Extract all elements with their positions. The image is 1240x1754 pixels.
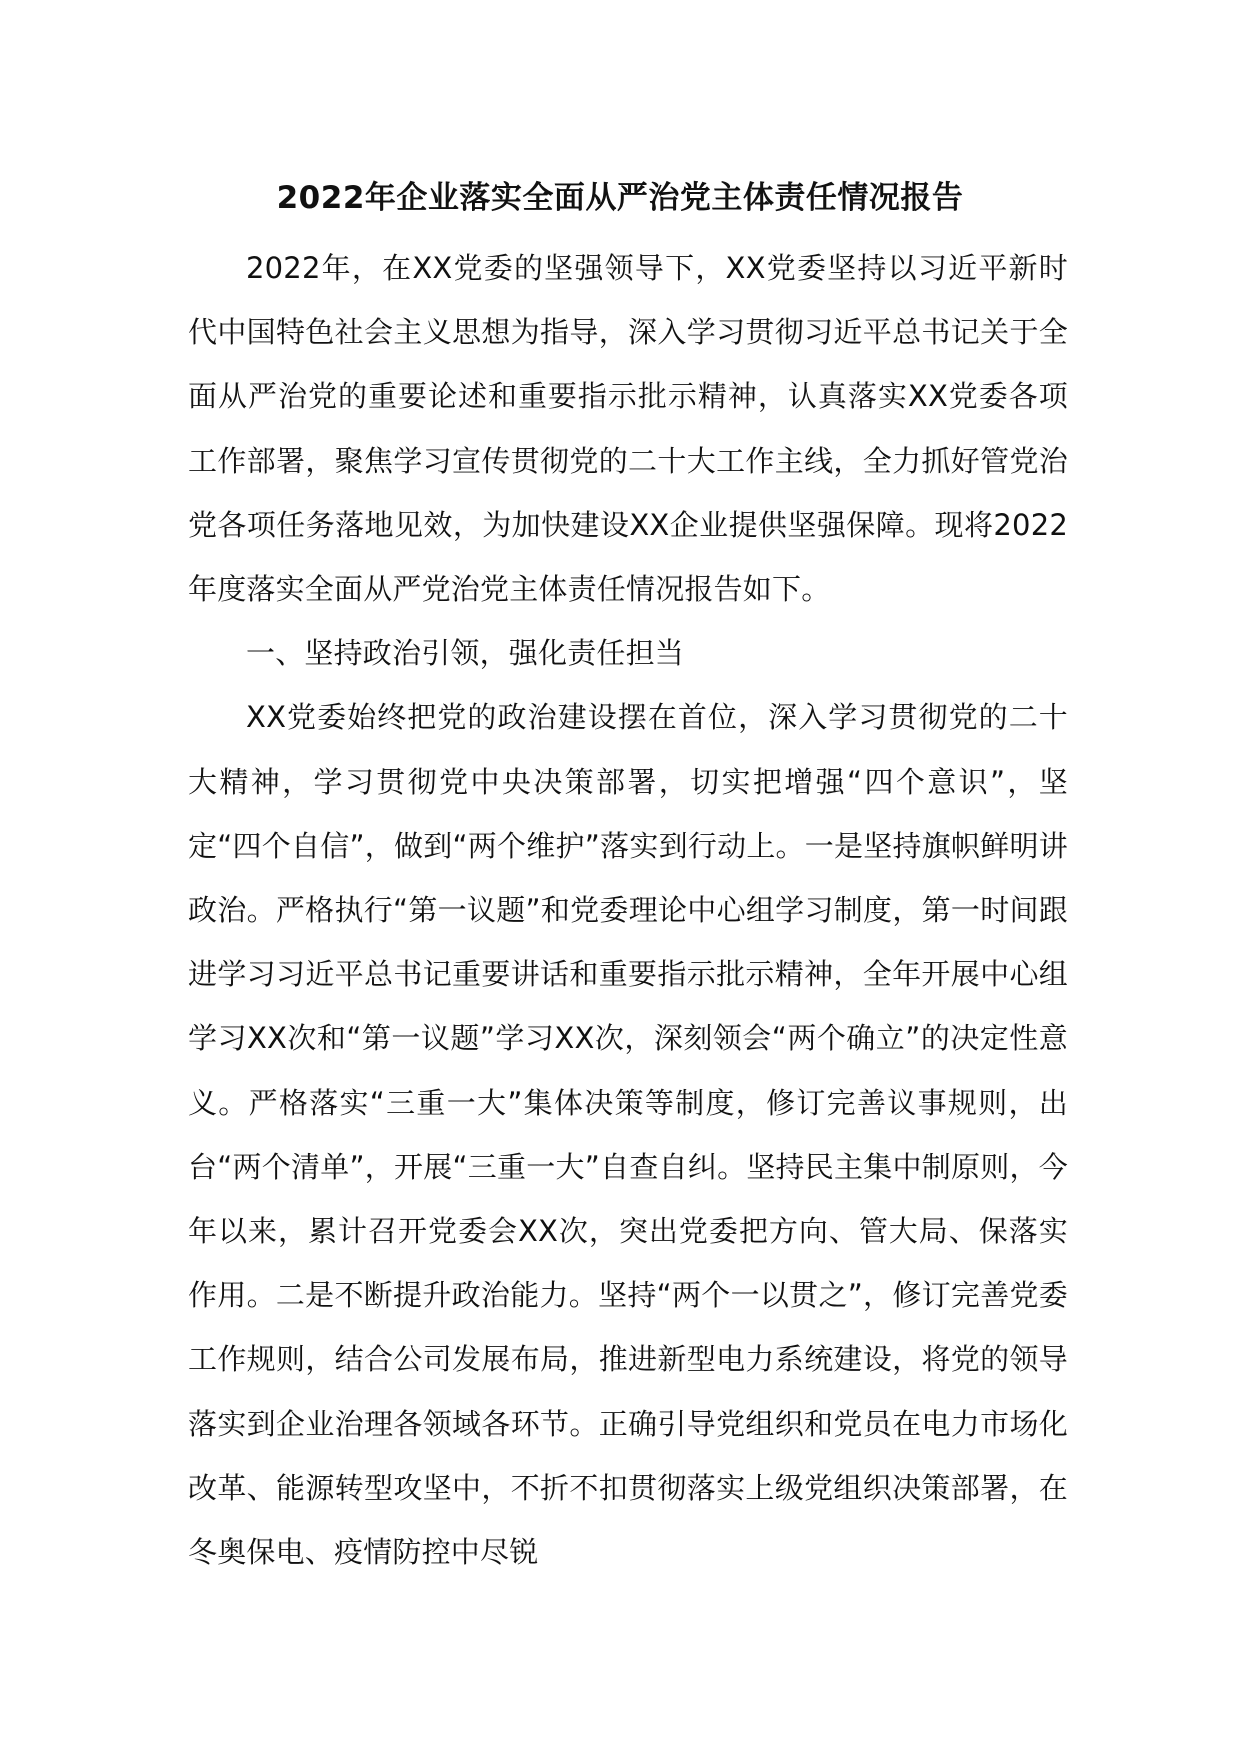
- document-body: [188, 236, 1068, 1584]
- document-title: 2022年企业落实全面从严治党主体责任情况报告: [276, 180, 964, 216]
- section-heading-1: 一、坚持政治引领，强化责任担当: [246, 636, 685, 671]
- paragraph-intro: 2022年，在XX党委的坚强领导下，XX党委坚持以习近平新时代中国特色社会主义思想为指导，深入学习贯彻习近平总书记关于全面从严治党的重要论述和重要指示批示精神，认真落实XX党委各项工作部署，聚焦学习宣传贯彻党的二十大工作主线，全力抓好管党治党各项任务落地见效，为加快建设XX企业提供坚强保障。现将2022年度落实全面从严党治党主体责任情况报告如下。: [188, 251, 1068, 607]
- paragraph-section-1: XX党委始终把党的政治建设摆在首位，深入学习贯彻党的二十大精神，学习贯彻党中央决策部署，切实把增强“四个意识”，坚定“四个自信”，做到“两个维护”落实到行动上。一是坚持旗帜鲜明讲政治。严格执行“第一议题”和党委理论中心组学习制度，第一时间跟进学习习近平总书记重要讲话和重要指示批示精神，全年开展中心组学习XX次和“第一议题”学习XX次，深刻领会“两个确立”的决定性意义。严格落实“三重一大”集体决策等制度，修订完善议事规则，出台“两个清单”，开展“三重一大”自查自纠。坚持民主集中制原则，今年以来，累计召开党委会XX次，突出党委把方向、管大局、保落实作用。二是不断提升政治能力。坚持“两个一以贯之”，修订完善党委工作规则，结合公司发展布局，推进新型电力系统建设，将党的领导落实到企业治理各领域各环节。正确引导党组织和党员在电力市场化改革、能源转型攻坚中，不折不扣贯彻落实上级党组织决策部署，在冬奥保电、疫情防控中尽锐: [188, 700, 1068, 1570]
